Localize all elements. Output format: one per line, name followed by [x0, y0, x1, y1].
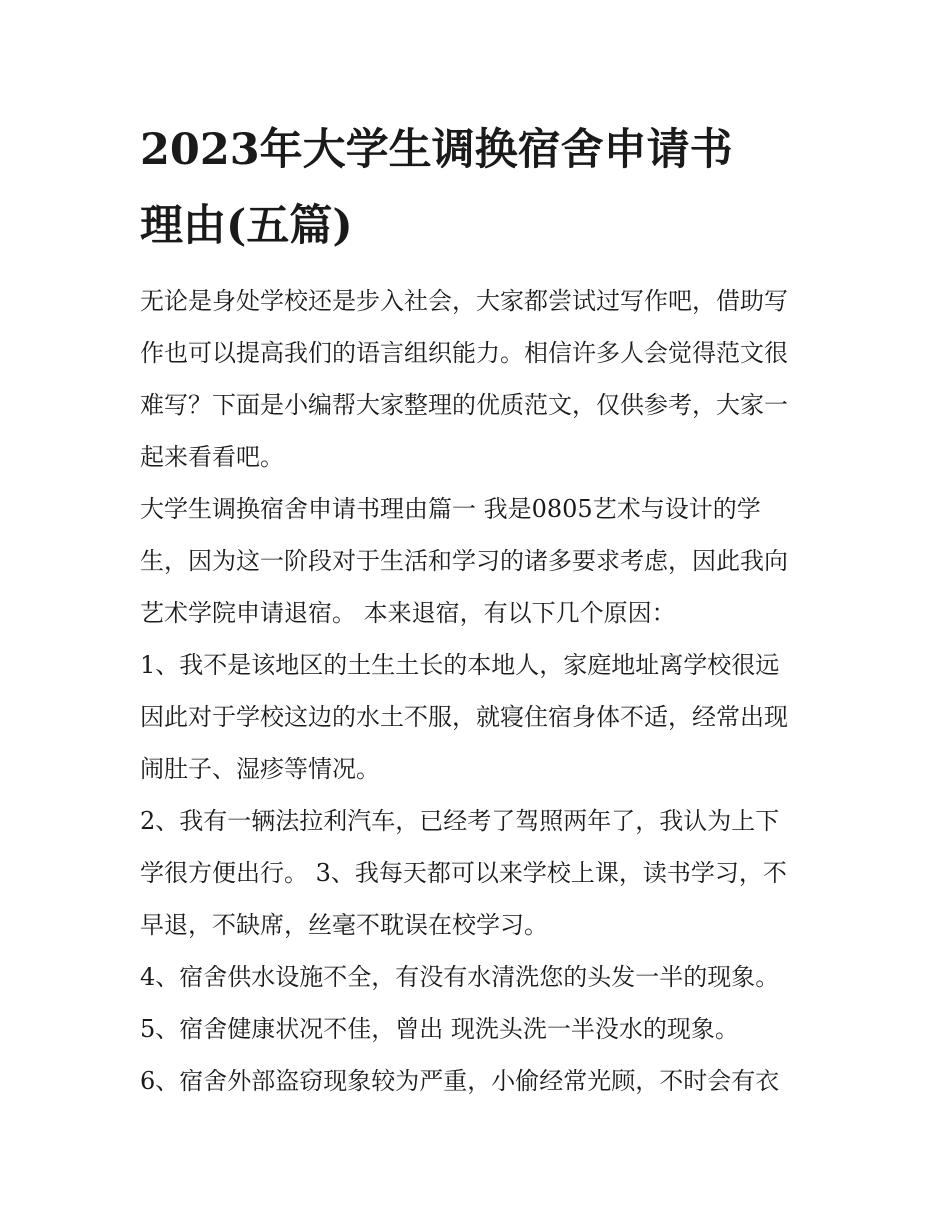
reason-2-3-paragraph	[140, 795, 830, 951]
title-line: 理由(五篇)	[140, 201, 353, 251]
reason-5-paragraph	[140, 1003, 830, 1055]
text-line: 起来看看吧。	[140, 443, 284, 471]
text-line: 大学生调换宿舍申请书理由篇一 我是0805艺术与设计的学	[140, 495, 761, 523]
text-line: 闹肚子、湿疹等情况。	[140, 755, 380, 783]
text-line: 4、宿舍供水设施不全，有没有水清洗您的头发一半的现象。	[140, 963, 780, 991]
reason-1-paragraph	[140, 639, 830, 795]
text-line: 艺术学院申请退宿。 本来退宿，有以下几个原因：	[140, 599, 676, 627]
intro-paragraph	[140, 275, 830, 483]
reason-4-paragraph	[140, 951, 830, 1003]
reason-6-paragraph	[140, 1055, 830, 1107]
text-line: 1、我不是该地区的土生土长的本地人，家庭地址离学校很远	[140, 651, 780, 679]
text-line: 早退，不缺席，丝毫不耽误在校学习。	[140, 911, 548, 939]
text-line: 学很方便出行。 3、我每天都可以来学校上课，读书学习，不	[140, 859, 787, 887]
section-one-paragraph	[140, 483, 830, 639]
title-line: 2023年大学生调换宿舍申请书	[140, 125, 733, 175]
text-line: 生，因为这一阶段对于生活和学习的诸多要求考虑，因此我向	[140, 547, 788, 575]
text-line: 因此对于学校这边的水土不服，就寝住宿身体不适，经常出现	[140, 703, 788, 731]
text-line: 无论是身处学校还是步入社会，大家都尝试过写作吧，借助写	[140, 287, 788, 315]
text-line: 作也可以提高我们的语言组织能力。相信许多人会觉得范文很	[140, 339, 788, 367]
document-body	[140, 275, 830, 1107]
text-line: 2、我有一辆法拉利汽车，已经考了驾照两年了，我认为上下	[140, 807, 780, 835]
text-line: 6、宿舍外部盗窃现象较为严重，小偷经常光顾，不时会有衣	[140, 1067, 780, 1095]
text-line: 难写？下面是小编帮大家整理的优质范文，仅供参考，大家一	[140, 391, 788, 419]
text-line: 5、宿舍健康状况不佳，曾出 现洗头洗一半没水的现象。	[140, 1015, 739, 1043]
document-title	[140, 112, 830, 264]
